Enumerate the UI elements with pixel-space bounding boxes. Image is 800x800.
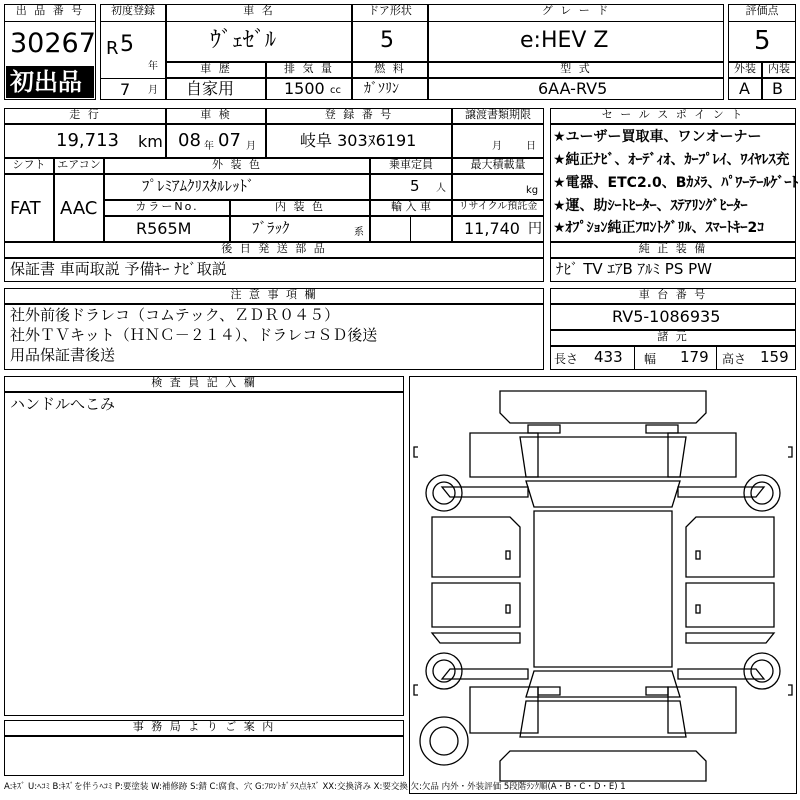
insp-year: 08 <box>178 130 201 151</box>
int-grade-label: 内装 <box>762 62 796 78</box>
later-parts-value: 保証書 車両取説 予備ｷｰ ﾅﾋﾞ取説 <box>10 260 227 278</box>
notes-line: 社外ＴＶキット（ＨＮＣ－２１４）、ドラレコＳＤ後送 <box>10 326 378 344</box>
inspector-label: 検 査 員 記 入 欄 <box>4 376 404 392</box>
ext-color-label: 外 装 色 <box>104 158 370 174</box>
equipment-label: 純 正 装 備 <box>550 242 796 258</box>
height-label: 高さ <box>722 352 747 366</box>
score-label: 評価点 <box>728 4 796 22</box>
inspection-label: 車 検 <box>166 108 266 124</box>
fuel-label: 燃 料 <box>352 62 428 78</box>
score-value: 5 <box>754 26 771 56</box>
equipment-value: ﾅﾋﾞ TV ｴｱB ｱﾙﾐ PS PW <box>556 260 712 278</box>
int-color-label: 内 装 色 <box>230 200 370 216</box>
sales-point-item: ★ｵﾌﾟｼｮﾝ純正ﾌﾛﾝﾄｸﾞﾘﾙ、ｽﾏｰﾄｷｰ2ｺ <box>553 220 765 236</box>
sales-point-item: ★純正ﾅﾋﾞ、ｵｰﾃﾞｨｵ、ｶｰﾌﾟﾚｲ、ﾜｲﾔﾚｽ充 <box>553 152 790 168</box>
notes-line: 用品保証書後送 <box>10 346 116 364</box>
dims-label: 諸 元 <box>550 330 796 346</box>
int-grade-value: B <box>772 79 783 98</box>
shift-label: シフト <box>4 158 54 174</box>
capacity-label: 乗車定員 <box>370 158 452 174</box>
notes-line: 社外前後ドラレコ（コムテック、ＺＤＲ０４５） <box>10 306 340 324</box>
transfer-month-unit: 月 <box>492 141 502 152</box>
mileage-label: 走 行 <box>4 108 166 124</box>
displacement-label: 排 気 量 <box>266 62 352 78</box>
model-label: 型 式 <box>428 62 724 78</box>
door-label: ドア形状 <box>352 4 428 22</box>
sales-points-label: セ ー ル ス ポ イ ン ト <box>550 108 796 124</box>
mileage-value: 19,713 <box>56 130 119 151</box>
reg-month: 7 <box>120 80 131 99</box>
length-value: 433 <box>594 348 623 366</box>
sales-point-item: ★ユーザー買取車、ワンオーナー <box>553 129 762 145</box>
reg-year: 5 <box>120 32 134 57</box>
ext-grade-label: 外装 <box>728 62 762 78</box>
history-label: 車 歴 <box>166 62 266 78</box>
width-value: 179 <box>680 348 709 366</box>
displacement-value: 1500 <box>284 79 325 98</box>
doors-value: 5 <box>380 28 394 53</box>
length-label: 長さ <box>554 352 579 366</box>
sales-point-item: ★運、助ｼｰﾄﾋｰﾀｰ、ｽﾃｱﾘﾝｸﾞﾋｰﾀｰ <box>553 198 748 214</box>
grade-label: グ レ ー ド <box>428 4 724 22</box>
model-value: 6AA-RV5 <box>538 79 608 98</box>
car-damage-diagram <box>409 376 797 794</box>
plate-value: 岐阜 303ﾇ6191 <box>300 131 417 150</box>
ac-value: AAC <box>60 198 98 219</box>
ext-grade-value: A <box>739 79 750 98</box>
chassis-label: 車 台 番 号 <box>550 288 796 304</box>
lot-number: 30267 <box>10 28 96 59</box>
ext-color-value: ﾌﾟﾚﾐｱﾑｸﾘｽﾀﾙﾚｯﾄﾞ <box>142 177 255 195</box>
insp-month: 07 <box>218 130 241 151</box>
office-box <box>4 736 404 776</box>
transfer-day-unit: 日 <box>526 141 536 152</box>
color-no-label: カラーNo. <box>104 200 230 216</box>
sales-point-item: ★電器、ETC2.0、Bｶﾒﾗ、ﾊﾟﾜｰﾃｰﾙｹﾞｰﾄ <box>553 175 799 191</box>
lot-label: 出 品 番 号 <box>4 4 96 22</box>
chassis-value: RV5-1086935 <box>612 307 721 326</box>
later-parts-label: 後 日 発 送 部 品 <box>4 242 544 258</box>
transfer-label: 譲渡書類期限 <box>452 108 544 124</box>
recycle-value: 11,740 <box>464 219 520 238</box>
reg-month-unit: 月 <box>148 85 158 96</box>
reg-year-unit: 年 <box>148 61 158 72</box>
km-unit: km <box>138 132 163 151</box>
car-name: ｳﾞｪｾﾞﾙ <box>210 28 277 53</box>
history-value: 自家用 <box>186 79 235 98</box>
dims-divider-2 <box>716 346 717 370</box>
inspector-text: ハンドルへこみ <box>10 395 116 413</box>
int-color-unit: 系 <box>354 227 364 238</box>
capacity-unit: 人 <box>436 183 446 194</box>
car-outline-diagram <box>410 377 796 793</box>
cc-unit: cc <box>330 85 341 96</box>
insp-month-unit: 月 <box>246 141 256 152</box>
height-value: 159 <box>760 348 789 366</box>
import-cell <box>370 216 452 242</box>
first-listing-text: 初出品 <box>10 68 82 96</box>
inspector-box <box>4 392 404 716</box>
int-color-value: ﾌﾞﾗｯｸ <box>252 219 290 237</box>
int-color-cell <box>230 216 370 242</box>
reg-month-divider <box>100 78 166 79</box>
name-label: 車 名 <box>166 4 352 22</box>
recycle-label: リサイクル預託金 <box>452 200 544 216</box>
insp-year-unit: 年 <box>204 141 214 152</box>
width-label: 幅 <box>644 352 657 366</box>
damage-legend: A:ｷｽﾞ U:ﾍｺﾐ B:ｷｽﾞを伴うﾍｺﾐ P:要塗装 W:補修跡 S:錆 C:腐食、穴 G:ﾌﾛﾝﾄｶﾞﾗｽ点ｷｽﾞ XX:交換済み X:要交換 欠:欠品 内外・外装評価 5段階ﾗﾝｸ順(A・B・C・D・E) 1 <box>4 782 626 792</box>
load-unit: kg <box>526 185 539 196</box>
import-divider <box>410 216 411 242</box>
shift-value: FAT <box>10 198 41 219</box>
office-label: 事 務 局 よ り ご 案 内 <box>4 720 404 736</box>
grade-value: e:HEV Z <box>520 28 609 53</box>
import-label: 輸 入 車 <box>370 200 452 216</box>
plate-label: 登 録 番 号 <box>266 108 452 124</box>
ac-label: エアコン <box>54 158 104 174</box>
reg-era: R <box>106 38 119 59</box>
notes-label: 注 意 事 項 欄 <box>4 288 544 304</box>
fuel-value: ｶﾞｿﾘﾝ <box>364 81 399 97</box>
capacity-value: 5 <box>410 177 420 195</box>
load-label: 最大積載量 <box>452 158 544 174</box>
reg-label: 初度登録 <box>100 4 166 22</box>
color-no-value: R565M <box>136 219 192 238</box>
dims-divider-1 <box>634 346 635 370</box>
recycle-unit: 円 <box>528 221 542 237</box>
